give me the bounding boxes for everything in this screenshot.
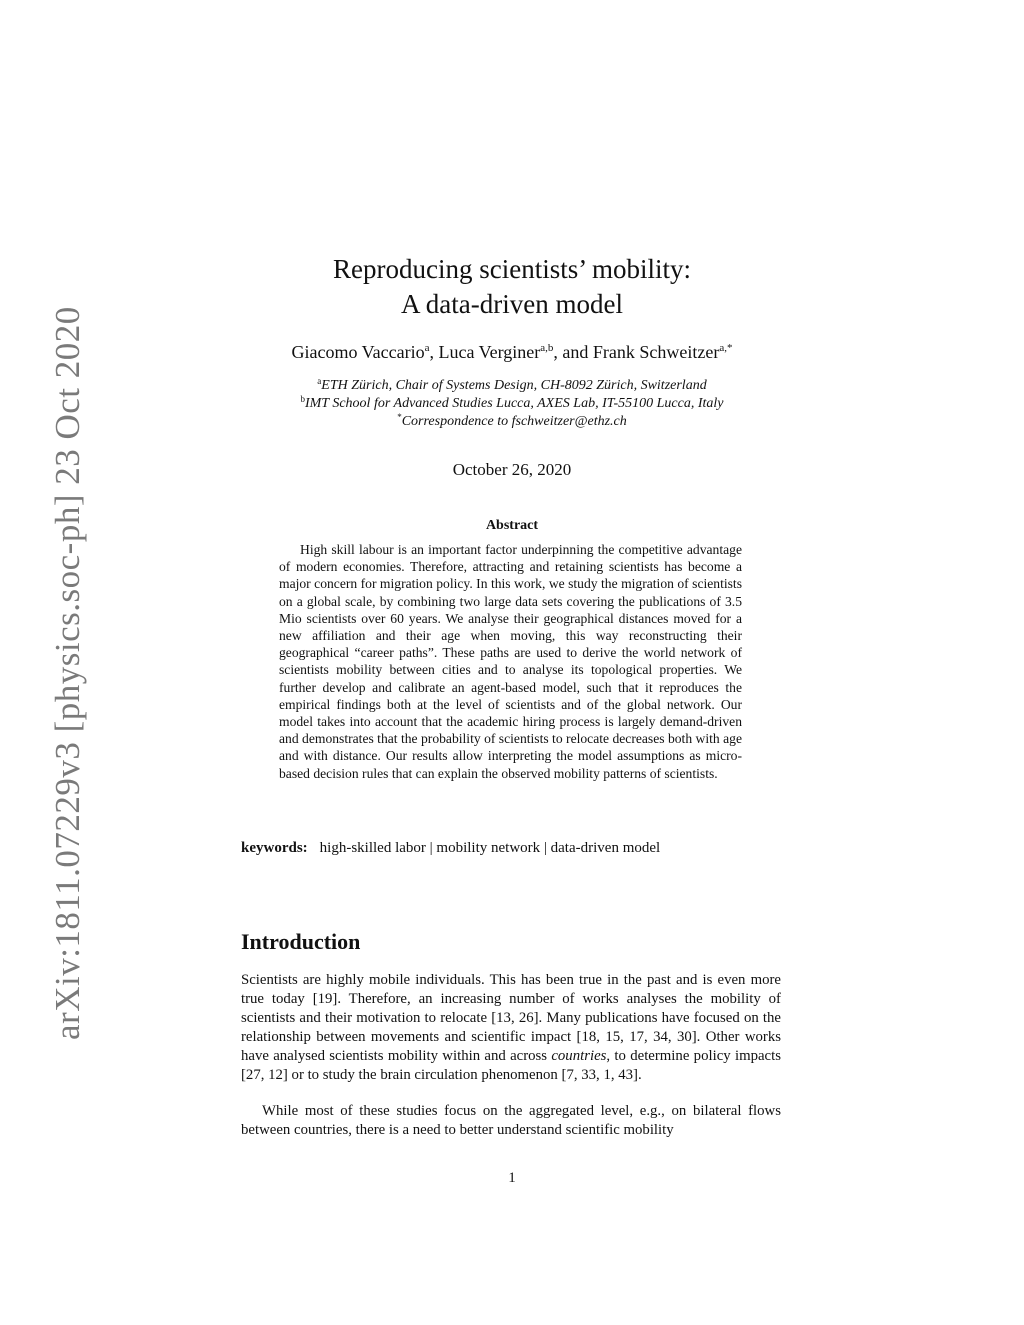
author-name: Giacomo Vaccario xyxy=(291,342,425,362)
title-line-1: Reproducing scientists’ mobility: xyxy=(333,254,691,284)
page-number: 1 xyxy=(508,1170,516,1186)
introduction-paragraph-2: While most of these studies focus on the aggregated level, e.g., on bilateral flows between countries, there is a need to better understand scientific mobility xyxy=(241,1103,781,1138)
author-name: Frank Schweitzer xyxy=(592,342,720,362)
affiliation-text: IMT School for Advanced Studies Lucca, AXES Lab, IT-55100 Lucca, Italy xyxy=(304,396,724,411)
abstract-heading: Abstract xyxy=(485,518,539,533)
keywords-line xyxy=(241,840,801,857)
affiliation-mark: a xyxy=(317,376,322,386)
affiliation-item xyxy=(0,413,1024,431)
intro-emphasis: countries xyxy=(551,1047,607,1064)
affiliation-mark: b xyxy=(300,394,305,404)
intro-text-part: , to determine policy impacts [27, 12] or to study the brain circulation phenomenon [7, 33, 1, 43]. xyxy=(241,1047,781,1083)
author-affiliation-mark: a,* xyxy=(719,342,733,354)
publication-date: October 26, 2020 xyxy=(452,460,572,479)
paper-title xyxy=(0,252,1024,322)
author-separator: , and xyxy=(553,342,593,362)
title-line-2: A data-driven model xyxy=(401,289,623,319)
author-separator: , xyxy=(429,342,439,362)
affiliation-text: Correspondence to fschweitzer@ethz.ch xyxy=(401,414,627,429)
author-affiliation-mark: a,b xyxy=(540,342,554,354)
introduction-paragraph-1 xyxy=(241,971,781,1084)
author-affiliation-mark: a xyxy=(424,342,430,354)
affiliation-list xyxy=(0,377,1024,431)
author-list xyxy=(0,340,1024,364)
intro-text-part: Scientists are highly mobile individuals. This has been true in the past and is even more true today [19]. Therefore, an increasing number of works analyses the mobility of scientists and their motivation to relocate [13, 26]. Many publications have focused on the relationship between movements and scientific impact [18, 15, 17, 34, 30]. Other works have analysed scientists mobility within and across xyxy=(241,972,781,1064)
arxiv-identifier-stamp: arXiv:1811.07229v3 [physics.soc-ph] 23 Oct 2020 xyxy=(48,306,87,1040)
introduction-heading: Introduction xyxy=(241,929,361,954)
abstract-text: High skill labour is an important factor underpinning the competitive advantage of modern economies. Therefore, attracting and retaining scientists has become a major concern for migration policy. In this work, we study the migration of scientists on a global scale, by combining two large data sets covering the publications of 3.5 Mio scientists over 60 years. We analyse their geographical distances moved for a new affiliation and their age when moving, this way reconstructing their geographical “career paths”. These paths are used to derive the world network of scientists mobility between cities and to analyse its topological properties. We further develop and calibrate an agent-based model, such that it reproduces the empirical findings both at the level of scientists and of the global network. Our model takes into account that the academic hiring process is largely demand-driven and demonstrates that the probability of scientists to relocate decreases both with age and with distance. Our results allow interpreting the model assumptions as micro-based decision rules that can explain the observed mobility patterns of scientists. xyxy=(279,542,742,781)
author-name: Luca Verginer xyxy=(438,342,541,362)
keywords-text: high-skilled labor | mobility network | data-driven model xyxy=(319,840,661,856)
affiliation-item xyxy=(0,377,1024,395)
affiliation-item xyxy=(0,395,1024,413)
affiliation-mark: * xyxy=(397,412,402,422)
affiliation-text: ETH Zürich, Chair of Systems Design, CH-8092 Zürich, Switzerland xyxy=(321,378,707,393)
keywords-label: keywords: xyxy=(241,840,308,856)
